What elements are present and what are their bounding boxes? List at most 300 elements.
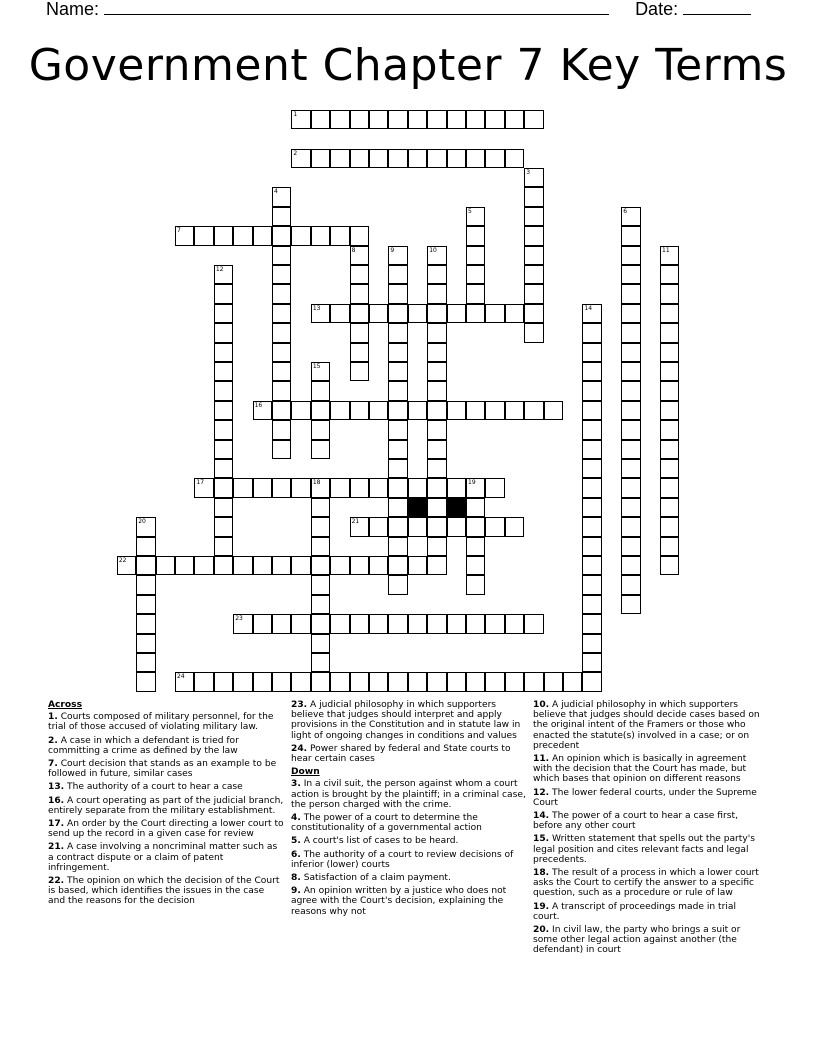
crossword-cell[interactable] <box>621 323 640 342</box>
crossword-cell[interactable] <box>524 168 543 187</box>
crossword-cell[interactable] <box>408 401 427 420</box>
crossword-cell[interactable] <box>311 381 330 400</box>
crossword-cell[interactable] <box>233 226 252 245</box>
crossword-cell[interactable] <box>466 614 485 633</box>
crossword-cell[interactable] <box>291 478 310 497</box>
crossword-cell[interactable] <box>466 265 485 284</box>
crossword-cell[interactable] <box>311 401 330 420</box>
crossword-cell[interactable] <box>369 149 388 168</box>
crossword-cell[interactable] <box>350 362 369 381</box>
crossword-cell[interactable] <box>117 556 136 575</box>
crossword-cell[interactable] <box>233 614 252 633</box>
crossword-cell[interactable] <box>272 556 291 575</box>
crossword-cell[interactable] <box>524 226 543 245</box>
crossword-cell[interactable] <box>156 556 175 575</box>
crossword-cell[interactable] <box>621 575 640 594</box>
crossword-cell[interactable] <box>233 556 252 575</box>
crossword-cell[interactable] <box>427 498 446 517</box>
crossword-cell[interactable] <box>136 537 155 556</box>
crossword-cell[interactable] <box>524 265 543 284</box>
crossword-cell[interactable] <box>524 614 543 633</box>
crossword-cell[interactable] <box>330 304 349 323</box>
crossword-cell[interactable] <box>408 556 427 575</box>
crossword-cell[interactable] <box>388 265 407 284</box>
crossword-cell[interactable] <box>621 440 640 459</box>
crossword-cell[interactable] <box>311 420 330 439</box>
crossword-cell[interactable] <box>427 110 446 129</box>
crossword-cell[interactable] <box>214 362 233 381</box>
crossword-cell[interactable] <box>447 110 466 129</box>
crossword-cell[interactable] <box>175 672 194 691</box>
crossword-cell[interactable] <box>311 362 330 381</box>
crossword-cell[interactable] <box>136 595 155 614</box>
crossword-cell[interactable] <box>194 672 213 691</box>
crossword-cell[interactable] <box>621 284 640 303</box>
crossword-cell[interactable] <box>388 401 407 420</box>
crossword-cell[interactable] <box>388 459 407 478</box>
crossword-cell[interactable] <box>427 672 446 691</box>
crossword-cell[interactable] <box>136 575 155 594</box>
crossword-cell[interactable] <box>136 653 155 672</box>
crossword-cell[interactable] <box>272 304 291 323</box>
crossword-cell[interactable] <box>272 323 291 342</box>
crossword-cell[interactable] <box>369 517 388 536</box>
crossword-cell[interactable] <box>272 284 291 303</box>
crossword-cell[interactable] <box>330 556 349 575</box>
crossword-cell[interactable] <box>350 556 369 575</box>
crossword-cell[interactable] <box>272 265 291 284</box>
crossword-cell[interactable] <box>621 381 640 400</box>
crossword-cell[interactable] <box>388 556 407 575</box>
crossword-cell[interactable] <box>408 672 427 691</box>
crossword-cell[interactable] <box>582 323 601 342</box>
crossword-cell[interactable] <box>660 343 679 362</box>
crossword-cell[interactable] <box>660 420 679 439</box>
crossword-cell[interactable] <box>660 265 679 284</box>
crossword-cell[interactable] <box>253 672 272 691</box>
crossword-cell[interactable] <box>505 110 524 129</box>
crossword-cell[interactable] <box>427 459 446 478</box>
crossword-cell[interactable] <box>311 110 330 129</box>
crossword-cell[interactable] <box>311 575 330 594</box>
crossword-cell[interactable] <box>660 537 679 556</box>
crossword-cell[interactable] <box>582 304 601 323</box>
crossword-cell[interactable] <box>466 575 485 594</box>
crossword-cell[interactable] <box>621 498 640 517</box>
crossword-cell[interactable] <box>291 672 310 691</box>
crossword-cell[interactable] <box>136 614 155 633</box>
crossword-cell[interactable] <box>621 401 640 420</box>
crossword-cell[interactable] <box>388 323 407 342</box>
crossword-cell[interactable] <box>330 401 349 420</box>
crossword-cell[interactable] <box>582 440 601 459</box>
crossword-cell[interactable] <box>466 284 485 303</box>
crossword-cell[interactable] <box>544 401 563 420</box>
crossword-cell[interactable] <box>485 614 504 633</box>
crossword-cell[interactable] <box>369 401 388 420</box>
crossword-cell[interactable] <box>660 498 679 517</box>
crossword-cell[interactable] <box>621 517 640 536</box>
crossword-cell[interactable] <box>369 110 388 129</box>
crossword-cell[interactable] <box>214 556 233 575</box>
crossword-cell[interactable] <box>408 304 427 323</box>
crossword-cell[interactable] <box>330 149 349 168</box>
crossword-cell[interactable] <box>427 401 446 420</box>
crossword-cell[interactable] <box>427 343 446 362</box>
crossword-cell[interactable] <box>311 634 330 653</box>
crossword-cell[interactable] <box>582 517 601 536</box>
crossword-cell[interactable] <box>272 420 291 439</box>
crossword-cell[interactable] <box>427 478 446 497</box>
crossword-cell[interactable] <box>388 362 407 381</box>
crossword-cell[interactable] <box>466 246 485 265</box>
crossword-cell[interactable] <box>388 575 407 594</box>
crossword-cell[interactable] <box>582 634 601 653</box>
crossword-cell[interactable] <box>466 556 485 575</box>
crossword-cell[interactable] <box>272 187 291 206</box>
crossword-cell[interactable] <box>311 653 330 672</box>
crossword-cell[interactable] <box>466 149 485 168</box>
clue-num: 21. <box>48 842 65 853</box>
crossword-cell[interactable] <box>544 672 563 691</box>
crossword-cell[interactable] <box>214 459 233 478</box>
crossword-cell[interactable] <box>272 226 291 245</box>
crossword-cell[interactable] <box>427 265 446 284</box>
crossword-cell[interactable] <box>485 149 504 168</box>
crossword-cell[interactable] <box>505 614 524 633</box>
crossword-cell[interactable] <box>136 634 155 653</box>
crossword-cell[interactable] <box>214 517 233 536</box>
crossword-cell[interactable] <box>524 110 543 129</box>
crossword-cell[interactable] <box>388 304 407 323</box>
crossword-cell[interactable] <box>524 187 543 206</box>
crossword-cell[interactable] <box>582 672 601 691</box>
crossword-cell[interactable] <box>447 304 466 323</box>
crossword-cell[interactable] <box>582 575 601 594</box>
crossword-cell[interactable] <box>369 478 388 497</box>
crossword-cell[interactable] <box>330 614 349 633</box>
crossword-cell[interactable] <box>485 401 504 420</box>
crossword-cell[interactable] <box>621 226 640 245</box>
crossword-cell[interactable] <box>388 381 407 400</box>
crossword-cell[interactable] <box>621 246 640 265</box>
crossword-cell[interactable] <box>330 672 349 691</box>
crossword-cell[interactable] <box>175 556 194 575</box>
crossword-cell[interactable] <box>214 498 233 517</box>
crossword-cell[interactable] <box>272 362 291 381</box>
crossword-cell[interactable] <box>447 149 466 168</box>
crossword-cell[interactable] <box>621 556 640 575</box>
crossword-cell[interactable] <box>621 537 640 556</box>
crossword-cell[interactable] <box>388 517 407 536</box>
crossword-cell[interactable] <box>388 110 407 129</box>
crossword-cell[interactable] <box>582 595 601 614</box>
crossword-cell[interactable] <box>427 246 446 265</box>
crossword-cell[interactable] <box>214 343 233 362</box>
crossword-cell[interactable] <box>311 556 330 575</box>
crossword-cell[interactable] <box>427 614 446 633</box>
crossword-cell[interactable] <box>427 304 446 323</box>
crossword-cell[interactable] <box>272 381 291 400</box>
crossword-cell[interactable] <box>388 498 407 517</box>
crossword-cell[interactable] <box>233 672 252 691</box>
crossword-cell[interactable] <box>369 672 388 691</box>
crossword-cell[interactable] <box>582 420 601 439</box>
crossword-cell[interactable] <box>214 478 233 497</box>
crossword-cell[interactable] <box>524 207 543 226</box>
crossword-cell[interactable] <box>485 110 504 129</box>
crossword-cell[interactable] <box>272 440 291 459</box>
crossword-cell[interactable] <box>621 459 640 478</box>
crossword-cell[interactable] <box>466 498 485 517</box>
crossword-cell[interactable] <box>447 517 466 536</box>
crossword-cell[interactable] <box>505 149 524 168</box>
crossword-cell[interactable] <box>369 304 388 323</box>
crossword-cell[interactable] <box>214 420 233 439</box>
crossword-cell[interactable] <box>660 556 679 575</box>
crossword-cell[interactable] <box>621 207 640 226</box>
crossword-cell[interactable] <box>485 304 504 323</box>
crossword-cell[interactable] <box>136 556 155 575</box>
crossword-cell[interactable] <box>621 343 640 362</box>
crossword-cell[interactable] <box>214 381 233 400</box>
crossword-cell[interactable] <box>388 246 407 265</box>
crossword-cell[interactable] <box>253 401 272 420</box>
crossword-cell[interactable] <box>427 362 446 381</box>
crossword-cell[interactable] <box>350 343 369 362</box>
crossword-cell[interactable] <box>582 614 601 633</box>
crossword-cell[interactable] <box>291 556 310 575</box>
crossword-cell[interactable] <box>466 478 485 497</box>
crossword-cell[interactable] <box>660 401 679 420</box>
crossword-cell[interactable] <box>272 478 291 497</box>
crossword-cell[interactable] <box>582 478 601 497</box>
crossword-cell[interactable] <box>291 614 310 633</box>
crossword-cell[interactable] <box>660 362 679 381</box>
crossword-cell[interactable] <box>524 246 543 265</box>
crossword-cell[interactable] <box>350 517 369 536</box>
crossword-cell[interactable] <box>485 517 504 536</box>
crossword-cell[interactable] <box>621 595 640 614</box>
crossword-cell[interactable] <box>408 149 427 168</box>
crossword-cell[interactable] <box>582 381 601 400</box>
crossword-cell[interactable] <box>311 614 330 633</box>
crossword-cell[interactable] <box>311 498 330 517</box>
crossword-cell[interactable] <box>350 323 369 342</box>
crossword-cell[interactable] <box>272 401 291 420</box>
crossword-cell[interactable] <box>621 420 640 439</box>
crossword-cell[interactable] <box>350 246 369 265</box>
crossword-cell[interactable] <box>388 284 407 303</box>
crossword-cell[interactable] <box>311 149 330 168</box>
crossword-cell[interactable] <box>388 537 407 556</box>
crossword-cell[interactable] <box>330 110 349 129</box>
crossword-cell[interactable] <box>408 517 427 536</box>
crossword-cell[interactable] <box>272 207 291 226</box>
crossword-cell[interactable] <box>291 110 310 129</box>
crossword-cell[interactable] <box>369 614 388 633</box>
crossword-cell[interactable] <box>447 401 466 420</box>
crossword-cell[interactable] <box>253 556 272 575</box>
crossword-cell[interactable] <box>272 614 291 633</box>
crossword-cell[interactable] <box>272 343 291 362</box>
crossword-cell[interactable] <box>427 517 446 536</box>
crossword-cell[interactable] <box>660 517 679 536</box>
crossword-cell[interactable] <box>427 556 446 575</box>
crossword-cell[interactable] <box>311 226 330 245</box>
crossword-cell[interactable] <box>447 672 466 691</box>
crossword-cell[interactable] <box>427 537 446 556</box>
crossword-cell[interactable] <box>524 401 543 420</box>
crossword-cell[interactable] <box>388 478 407 497</box>
crossword-cell[interactable] <box>582 556 601 575</box>
crossword-cell[interactable] <box>311 537 330 556</box>
crossword-cell[interactable] <box>621 265 640 284</box>
crossword-cell[interactable] <box>136 517 155 536</box>
crossword-cell[interactable] <box>291 401 310 420</box>
crossword-cell[interactable] <box>311 440 330 459</box>
crossword-cell[interactable] <box>621 362 640 381</box>
crossword-cell[interactable] <box>350 672 369 691</box>
crossword-cell[interactable] <box>621 304 640 323</box>
crossword-cell[interactable] <box>233 478 252 497</box>
across-clue <box>48 782 284 792</box>
crossword-cell[interactable] <box>427 420 446 439</box>
crossword-cell[interactable] <box>408 614 427 633</box>
clue-num: 10. <box>533 700 550 710</box>
crossword-cell[interactable] <box>427 149 446 168</box>
crossword-cell[interactable] <box>350 284 369 303</box>
clue-text: A court's list of cases to be heard. <box>300 836 459 847</box>
crossword-cell[interactable] <box>660 459 679 478</box>
crossword-cell[interactable] <box>214 672 233 691</box>
crossword-cell[interactable] <box>427 440 446 459</box>
crossword-cell[interactable] <box>388 343 407 362</box>
crossword-cell[interactable] <box>524 284 543 303</box>
crossword-cell[interactable] <box>214 284 233 303</box>
crossword-cell[interactable] <box>350 304 369 323</box>
crossword-cell[interactable] <box>253 478 272 497</box>
crossword-cell[interactable] <box>253 614 272 633</box>
crossword-cell[interactable] <box>311 478 330 497</box>
crossword-cell[interactable] <box>660 304 679 323</box>
crossword-cell[interactable] <box>466 517 485 536</box>
crossword-cell[interactable] <box>466 304 485 323</box>
crossword-cell[interactable] <box>214 323 233 342</box>
crossword-cell[interactable] <box>524 323 543 342</box>
crossword-cell[interactable] <box>427 284 446 303</box>
crossword-cell[interactable] <box>350 614 369 633</box>
crossword-cell[interactable] <box>214 226 233 245</box>
crossword-cell[interactable] <box>194 478 213 497</box>
crossword-cell[interactable] <box>214 440 233 459</box>
crossword-cell[interactable] <box>311 304 330 323</box>
crossword-cell[interactable] <box>660 284 679 303</box>
crossword-cell[interactable] <box>388 420 407 439</box>
crossword-cell[interactable] <box>350 226 369 245</box>
crossword-cell[interactable] <box>350 265 369 284</box>
crossword-cell[interactable] <box>350 149 369 168</box>
crossword-cell[interactable] <box>388 440 407 459</box>
crossword-cell[interactable] <box>408 110 427 129</box>
crossword-cell[interactable] <box>311 595 330 614</box>
crossword-cell[interactable] <box>427 381 446 400</box>
crossword-cell[interactable] <box>194 226 213 245</box>
crossword-cell[interactable] <box>582 653 601 672</box>
crossword-cell[interactable] <box>466 672 485 691</box>
crossword-cell[interactable] <box>582 459 601 478</box>
crossword-cell[interactable] <box>466 110 485 129</box>
crossword-cell[interactable] <box>272 672 291 691</box>
crossword-cell[interactable] <box>194 556 213 575</box>
crossword-cell[interactable] <box>330 226 349 245</box>
crossword-cell[interactable] <box>388 614 407 633</box>
crossword-cell[interactable] <box>505 304 524 323</box>
crossword-cell[interactable] <box>582 401 601 420</box>
crossword-cell[interactable] <box>485 672 504 691</box>
crossword-cell[interactable] <box>214 265 233 284</box>
crossword-cell[interactable] <box>427 323 446 342</box>
crossword-cell[interactable] <box>505 401 524 420</box>
crossword-cell[interactable] <box>582 343 601 362</box>
crossword-cell[interactable] <box>447 614 466 633</box>
crossword-cell[interactable] <box>175 226 194 245</box>
crossword-cell[interactable] <box>660 323 679 342</box>
crossword-cell[interactable] <box>582 537 601 556</box>
crossword-cell[interactable] <box>291 226 310 245</box>
crossword-cell[interactable] <box>466 226 485 245</box>
crossword-cell[interactable] <box>136 672 155 691</box>
crossword-cell[interactable] <box>408 478 427 497</box>
crossword-cell[interactable] <box>214 401 233 420</box>
crossword-cell[interactable] <box>660 246 679 265</box>
crossword-cell[interactable] <box>350 478 369 497</box>
crossword-cell[interactable] <box>214 537 233 556</box>
crossword-cell[interactable] <box>272 246 291 265</box>
crossword-cell[interactable] <box>524 672 543 691</box>
crossword-cell[interactable] <box>621 478 640 497</box>
across-clue <box>291 744 527 764</box>
crossword-cell[interactable] <box>524 304 543 323</box>
crossword-cell[interactable] <box>388 149 407 168</box>
crossword-cell[interactable] <box>466 401 485 420</box>
crossword-cell[interactable] <box>660 478 679 497</box>
crossword-cell[interactable] <box>485 478 504 497</box>
crossword-cell[interactable] <box>505 517 524 536</box>
clues-column-1 <box>48 700 284 910</box>
crossword-cell[interactable] <box>350 401 369 420</box>
crossword-cell[interactable] <box>369 556 388 575</box>
crossword-cell[interactable] <box>214 304 233 323</box>
crossword-cell[interactable] <box>660 381 679 400</box>
crossword-cell[interactable] <box>505 672 524 691</box>
crossword-cell[interactable] <box>563 672 582 691</box>
crossword-cell[interactable] <box>582 362 601 381</box>
crossword-cell[interactable] <box>582 498 601 517</box>
crossword-cell[interactable] <box>660 440 679 459</box>
crossword-cell[interactable] <box>253 226 272 245</box>
crossword-cell[interactable] <box>311 672 330 691</box>
clue-text: The lower federal courts, under the Supreme Court <box>533 787 757 808</box>
crossword-cell[interactable] <box>311 517 330 536</box>
crossword-cell[interactable] <box>388 672 407 691</box>
crossword-cell[interactable] <box>291 149 310 168</box>
crossword-cell[interactable] <box>466 207 485 226</box>
crossword-cell[interactable] <box>447 478 466 497</box>
crossword-cell[interactable] <box>466 537 485 556</box>
crossword-cell[interactable] <box>350 110 369 129</box>
crossword-cell[interactable] <box>330 478 349 497</box>
